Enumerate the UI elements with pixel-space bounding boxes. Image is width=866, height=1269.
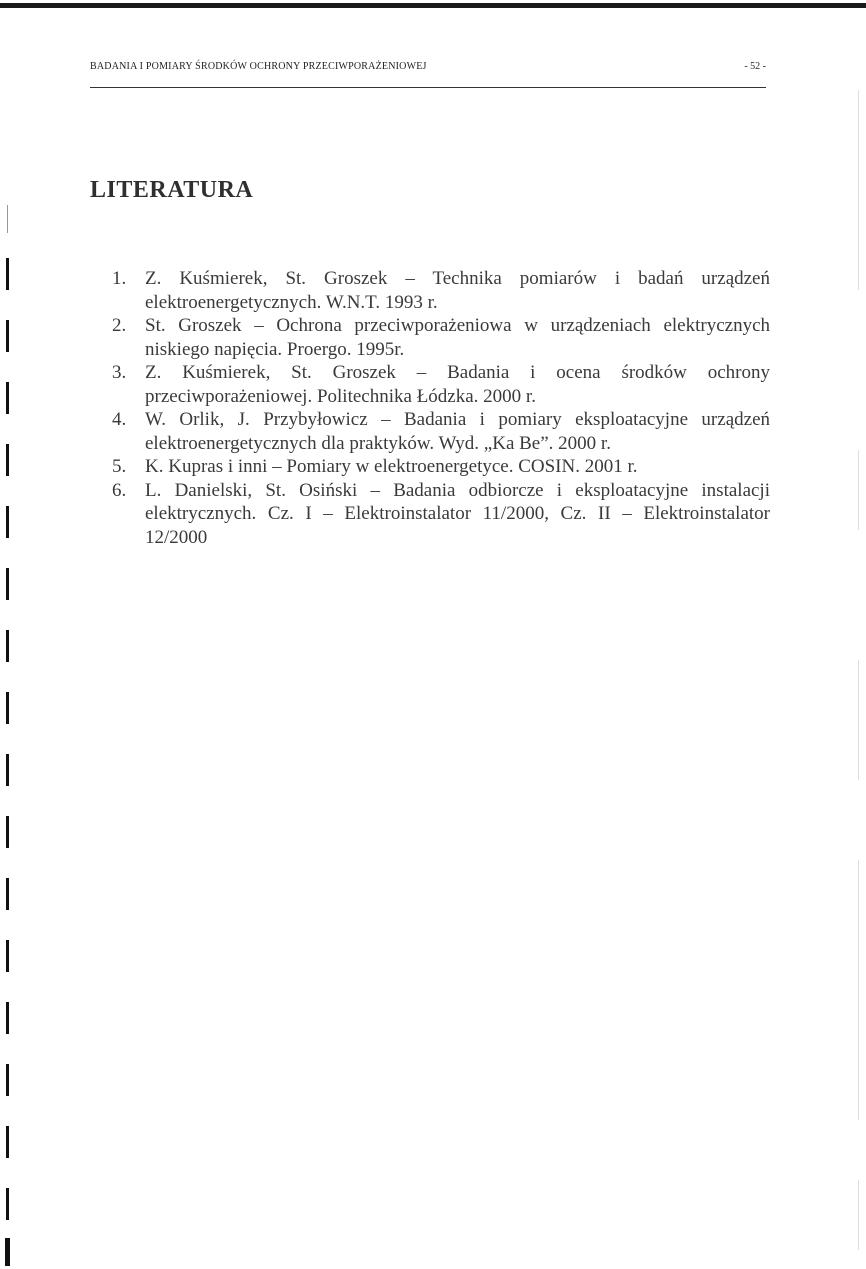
scan-mark bbox=[6, 506, 9, 538]
reference-text: Z. Kuśmierek, St. Groszek – Badania i ocena środków ochrony przeciwporażeniowej. Politechnika Łódzka. 2000 r. bbox=[145, 362, 770, 407]
edge-scan-line bbox=[858, 860, 859, 1120]
scan-mark bbox=[6, 568, 9, 600]
running-title: BADANIA I POMIARY ŚRODKÓW OCHRONY PRZECIWPORAŻENIOWEJ bbox=[90, 61, 427, 72]
reference-item bbox=[112, 314, 770, 361]
scan-mark bbox=[6, 940, 9, 972]
reference-number: 4. bbox=[112, 409, 127, 430]
scan-mark bbox=[6, 692, 9, 724]
scan-mark bbox=[6, 444, 9, 476]
reference-item bbox=[112, 479, 770, 550]
top-scan-rule bbox=[0, 3, 866, 8]
reference-item bbox=[112, 408, 770, 455]
scan-mark bbox=[6, 878, 9, 910]
reference-number: 6. bbox=[112, 479, 127, 501]
reference-item bbox=[112, 361, 770, 408]
scan-mark bbox=[6, 382, 9, 414]
reference-number: 2. bbox=[112, 315, 127, 336]
reference-number: 3. bbox=[112, 362, 127, 383]
edge-scan-line bbox=[858, 1180, 859, 1250]
reference-text: St. Groszek – Ochrona przeciwporażeniowa w urządzeniach elektrycznych niskiego napięcia. Proergo. 1995r. bbox=[145, 315, 770, 360]
scan-mark bbox=[6, 1002, 9, 1034]
scan-mark bbox=[6, 816, 9, 848]
reference-number: 5. bbox=[112, 456, 127, 477]
reference-text: Z. Kuśmierek, St. Groszek – Technika pomiarów i badań urządzeń elektroenergetycznych. W.N.T. 1993 r. bbox=[145, 268, 770, 313]
reference-text: K. Kupras i inni – Pomiary w elektroenergetyce. COSIN. 2001 r. bbox=[145, 456, 638, 477]
scan-mark bbox=[6, 1064, 9, 1096]
edge-scan-line bbox=[858, 90, 859, 290]
reference-text: L. Danielski, St. Osiński – Badania odbiorcze i eksploatacyjne instalacji elektrycznych. Cz. I – Elektroinstalator 11/2000, Cz. II – Elektroinstalator 12/2000 bbox=[145, 479, 770, 548]
reference-item bbox=[112, 455, 770, 479]
running-header bbox=[90, 61, 766, 88]
scan-mark bbox=[6, 320, 9, 352]
reference-text: W. Orlik, J. Przybyłowicz – Badania i pomiary eksploatacyjne urządzeń elektroenergetycznych dla praktyków. Wyd. „Ka Be”. 2000 r. bbox=[145, 409, 770, 454]
scan-mark bbox=[6, 754, 9, 786]
edge-scan-line bbox=[858, 450, 859, 530]
reference-item bbox=[112, 267, 770, 314]
scan-mark bbox=[6, 1126, 9, 1158]
scan-mark bbox=[6, 1188, 9, 1220]
reference-list bbox=[112, 267, 770, 549]
scan-mark bbox=[7, 205, 8, 233]
scan-mark bbox=[6, 630, 9, 662]
scan-mark bbox=[6, 258, 9, 290]
edge-scan-line bbox=[858, 660, 859, 780]
page-number: - 52 - bbox=[744, 61, 766, 72]
scan-mark bbox=[5, 1238, 10, 1266]
reference-number: 1. bbox=[112, 268, 127, 289]
section-title: LITERATURA bbox=[90, 177, 254, 203]
